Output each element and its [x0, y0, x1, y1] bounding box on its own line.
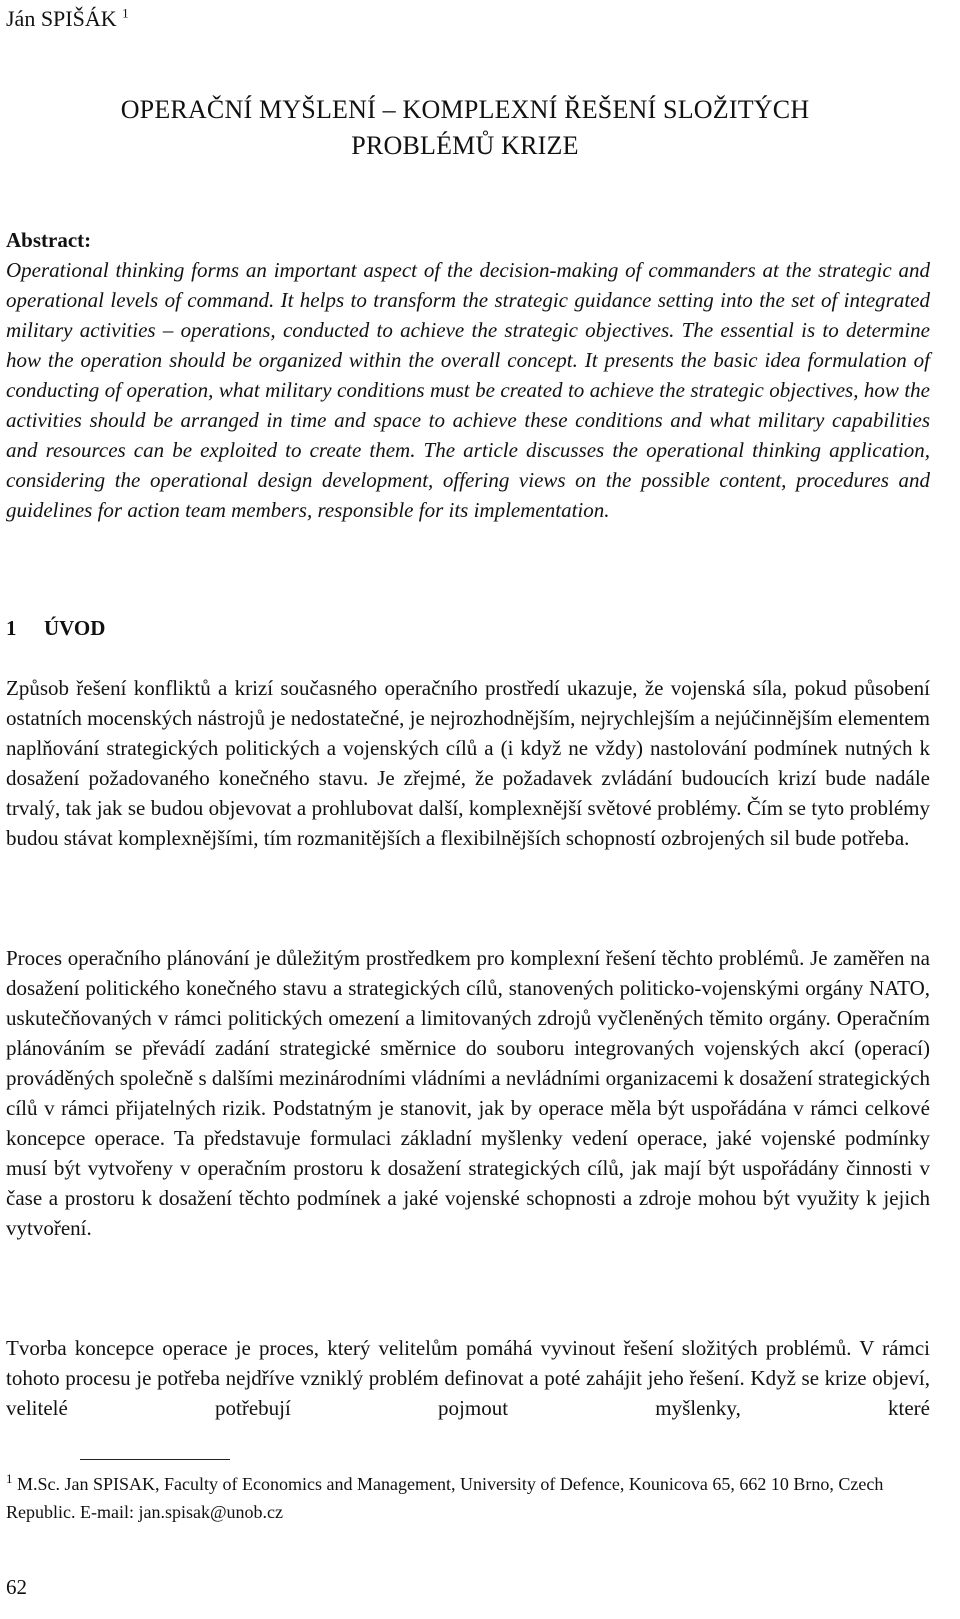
section-number: 1	[6, 616, 17, 640]
footnote-divider	[80, 1459, 230, 1460]
paper-title-line-2: PROBLÉMŮ KRIZE	[351, 131, 579, 160]
page-number: 62	[6, 1575, 27, 1599]
body-paragraph-3: Tvorba koncepce operace je proces, který velitelům pomáhá vyvinout řešení složitých problémů. V rámci tohoto procesu je potřeba nejdříve vzniklý problém definovat a poté zahájit jeho řešení. Když se krize objeví, velitelé potřebují pojmout myšlenky, které	[6, 1336, 930, 1420]
body-paragraph-1: Způsob řešení konfliktů a krizí současného operačního prostředí ukazuje, že vojenská síla, pokud působení ostatních mocenských nástrojů je nedostatečné, je nejrozhodnějším, nejrychlejším a nejúčinnějším elementem naplňování strategických politických a vojenských cílů a (i když ne vždy) nastolování podmínek nutných k dosažení požadovaného konečného stavu. Je zřejmé, že požadavek zvládání budoucích krizí bude nadále trvalý, tak jak se budou objevovat a prohlubovat další, komplexnější světové problémy. Čím se tyto problémy budou stávat komplexnějšími, tím rozmanitějších a flexibilnějších schopností ozbrojených sil bude potřeba.	[6, 676, 930, 850]
abstract-text: Operational thinking forms an important aspect of the decision-making of commanders at the strategic and operational levels of command. It helps to transform the strategic guidance setting into the set of integrated military activities – operations, conducted to achieve the strategic objectives. The essential is to determine how the operation should be organized within the overall concept. It presents the basic idea formulation of conducting of operation, what military conditions must be created to achieve the strategic objectives, how the activities should be arranged in time and space to achieve these conditions and what military capabilities and resources can be exploited to create them. The article discusses the operational thinking application, considering the operational design development, offering views on the possible content, procedures and guidelines for action team members, responsible for its implementation.	[6, 258, 930, 522]
abstract-heading: Abstract:	[6, 228, 92, 252]
paper-title-line-1: OPERAČNÍ MYŠLENÍ – KOMPLEXNÍ ŘEŠENÍ SLOŽITÝCH	[120, 95, 810, 124]
running-head-author: Ján SPIŠÁK	[6, 6, 117, 31]
running-head-footnote-mark: 1	[122, 5, 129, 21]
footnote	[6, 1470, 930, 1526]
section-title: ÚVOD	[44, 616, 106, 640]
body-paragraph-2: Proces operačního plánování je důležitým prostředkem pro komplexní řešení těchto problémů. Je zaměřen na dosažení politického konečného stavu a strategických cílů, stanovených politicko-vojenskými orgány NATO, uskutečňovaných v rámci politických omezení a limitovaných zdrojů vyčleněných těmito orgány. Operačním plánováním se převádí zadání strategické směrnice do souboru integrovaných vojenských akcí (operací) prováděných společně s dalšími mezinárodními vládními a nevládními organizacemi k dosažení strategických cílů v rámci přijatelných rizik. Podstatným je stanovit, jak by operace měla být uspořádána v rámci celkové koncepce operace. Ta představuje formulaci základní myšlenky vedení operace, jaké vojenské podmínky musí být vytvořeny v operačním prostoru k dosažení strategických cílů, jak mají být uspořádány činnosti v čase a prostoru k dosažení těchto podmínek a jaké vojenské schopnosti a zdroje mohou být využity k jejich vytvoření.	[6, 946, 930, 1240]
paper-title	[0, 92, 930, 164]
running-head	[6, 4, 129, 34]
footnote-text: M.Sc. Jan SPISAK, Faculty of Economics and Management, University of Defence, Kounicova 65, 662 10 Brno, Czech Republic. E-mail: jan.spisak@unob.cz	[6, 1474, 884, 1522]
section-heading	[6, 613, 105, 643]
footnote-mark: 1	[6, 1471, 13, 1486]
